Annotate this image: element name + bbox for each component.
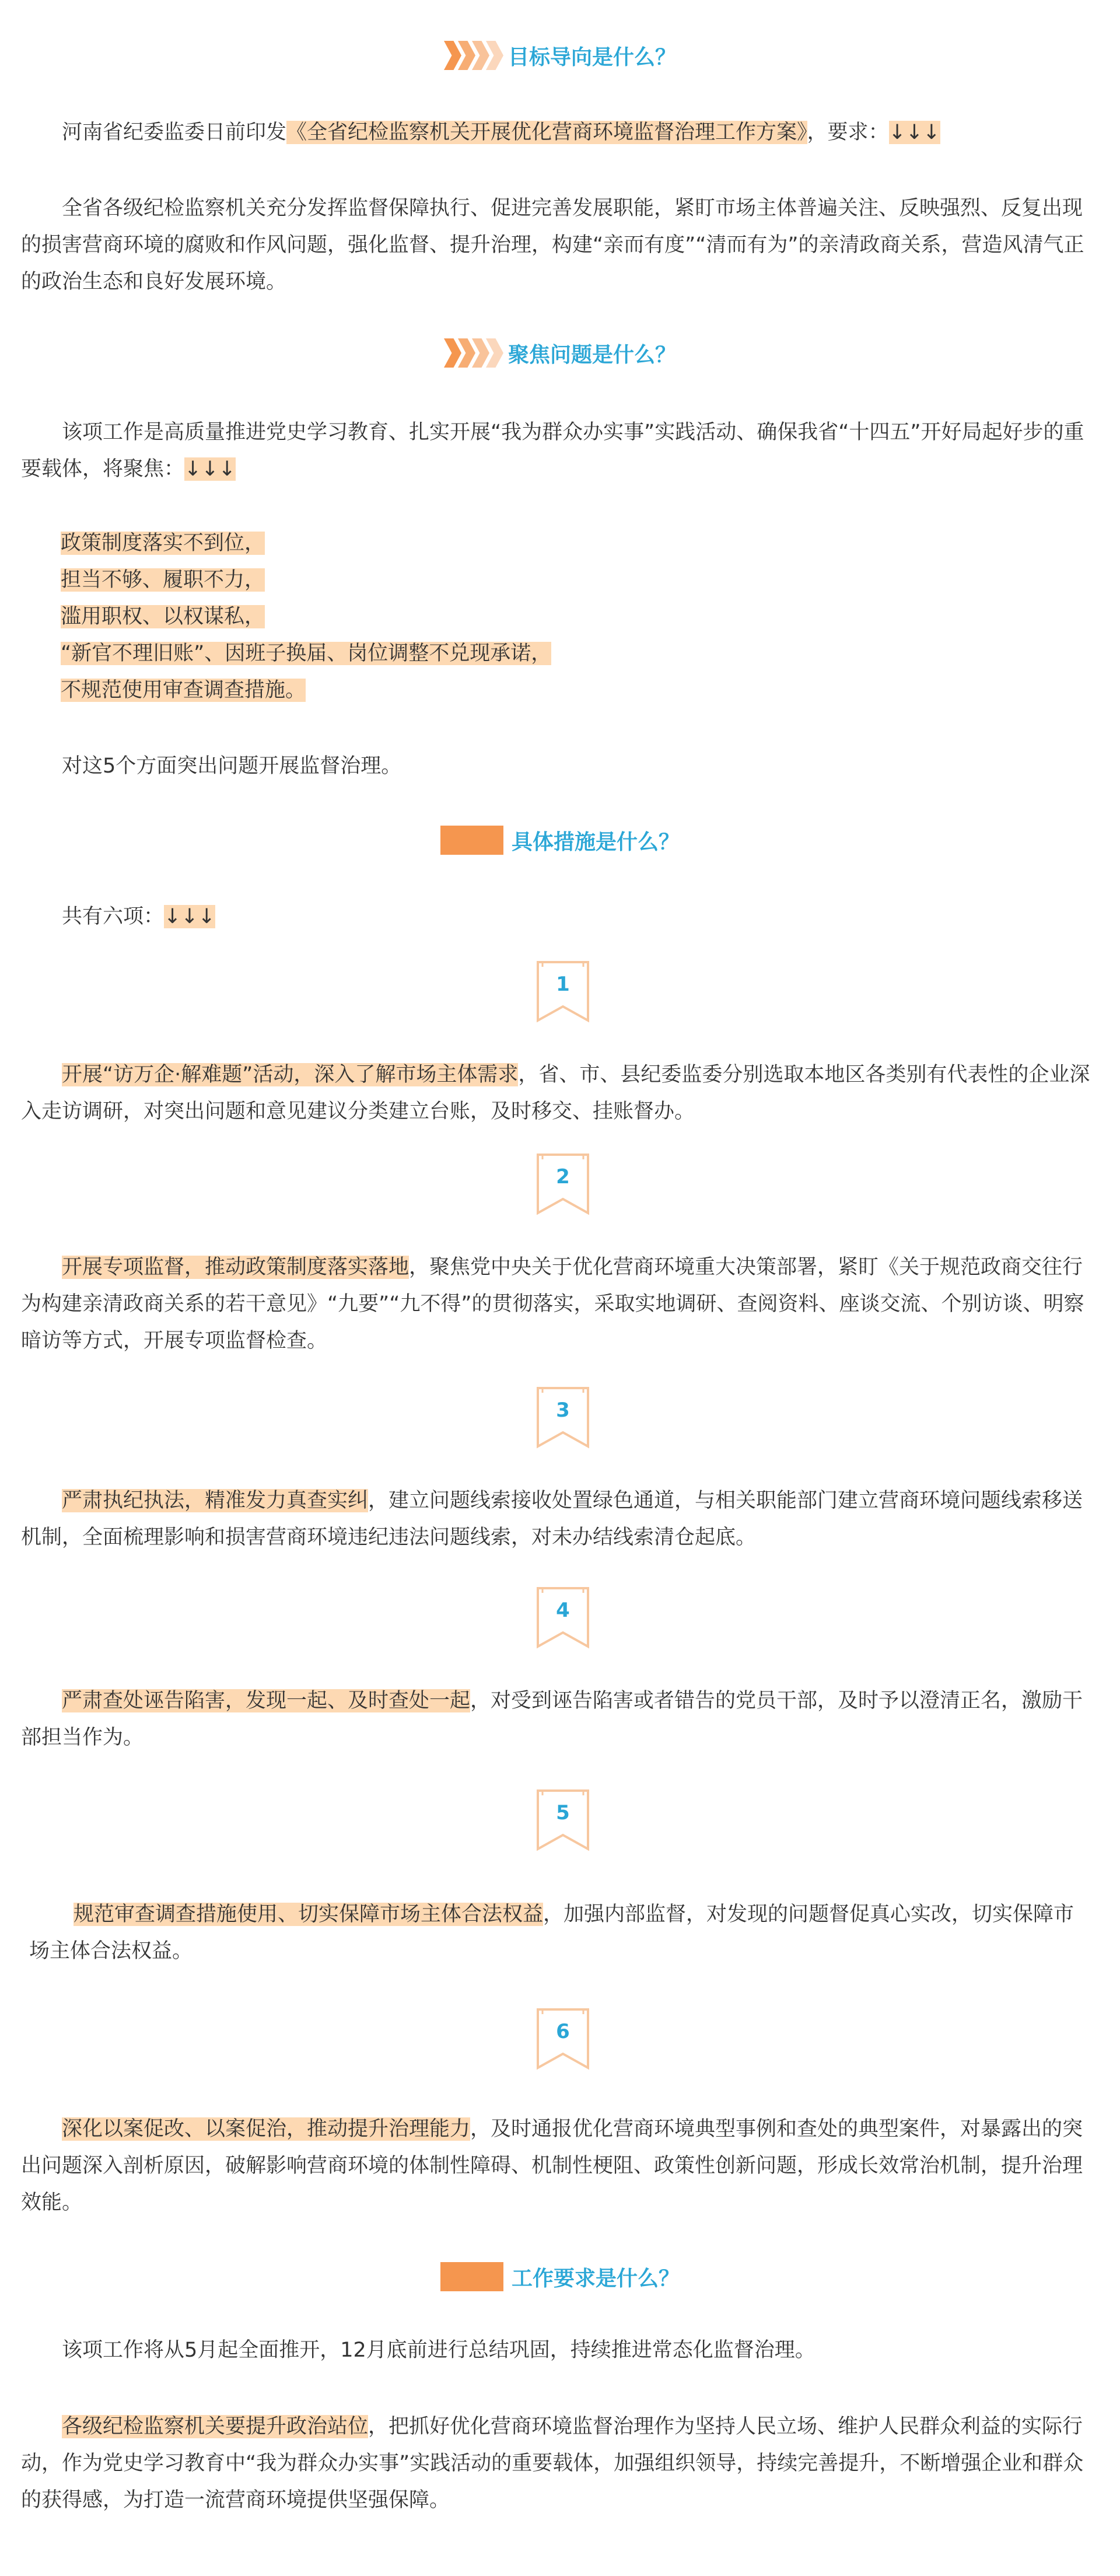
- measure-item: 深化以案促改、以案促治，推动提升治理能力，及时通报优化营商环境典型事例和查处的典型案件，对暴露出的突出问题深入剖析原因，破解影响营商环境的体制性障碍、机制性梗阻、政策性创新问题，形成长效常治机制，提升治理效能。: [21, 2117, 1083, 2214]
- section-heading-measures: [0, 820, 1120, 861]
- measure-item: 开展专项监督，推动政策制度落实落地，聚焦党中央关于优化营商环境重大决策部署，紧盯《关于规范政商交往行为构建亲清政商关系的若干意见》“九要”“九不得”的贯彻落实，采取实地调研、查阅资料、座谈交流、个别访谈、明察暗访等方式，开展专项监督检查。: [21, 1256, 1084, 1352]
- chevron-right-icon: [444, 41, 500, 70]
- bookmark-ribbon-icon: [536, 2007, 590, 2071]
- document-title-highlight: 《全省纪检监察机关开展优化营商环境监督治理工作方案》: [286, 121, 807, 144]
- section-title: 聚焦问题是什么？: [508, 342, 676, 367]
- bookmark-ribbon-icon: [536, 1788, 590, 1853]
- measure-number: 3: [556, 1399, 570, 1422]
- measure-number: 2: [556, 1165, 570, 1189]
- focus-issue-list: [61, 525, 994, 709]
- down-arrows: ↓↓↓: [164, 905, 215, 928]
- list-item: 政策制度落实不到位，: [61, 532, 265, 555]
- measure-number: 1: [556, 973, 570, 996]
- focus-summary: 对这5个方面突出问题开展监督治理。: [62, 754, 402, 778]
- focus-intro: 该项工作是高质量推进党史学习教育、扎实开展“我为群众办实事”实践活动、确保我省“十四五”开好局起好步的重要载体，将聚焦：↓↓↓: [21, 421, 1084, 481]
- orange-block-icon: [440, 826, 503, 855]
- list-item: “新官不理旧账”、因班子换届、岗位调整不兑现承诺，: [61, 642, 552, 665]
- measure-item: 开展“访万企·解难题”活动，深入了解市场主体需求，省、市、县纪委监委分别选取本地区各类别有代表性的企业深入走访调研，对突出问题和意见建议分类建立台账，及时移交、挂账督办。: [21, 1063, 1090, 1123]
- measure-item: 规范审查调查措施使用、切实保障市场主体合法权益，加强内部监督，对发现的问题督促真心实改，切实保障市场主体合法权益。: [29, 1903, 1074, 1963]
- section-heading-focus: [0, 333, 1120, 373]
- measure-number: 6: [556, 2020, 570, 2043]
- chevron-right-icon: [444, 338, 500, 368]
- orange-block-icon: [440, 2262, 503, 2291]
- measures-intro: 共有六项：↓↓↓: [62, 905, 215, 928]
- bookmark-ribbon-icon: [536, 960, 590, 1024]
- list-item: 不规范使用审查调查措施。: [61, 679, 306, 702]
- section-heading-requirements: [0, 2256, 1120, 2297]
- measure-number: 5: [556, 1801, 570, 1824]
- requirements-body: 各级纪检监察机关要提升政治站位，把抓好优化营商环境监督治理作为坚持人民立场、维护人民群众利益的实际行动，作为党史学习教育中“我为群众办实事”实践活动的重要载体，加强组织领导，持续完善提升，不断增强企业和群众的获得感，为打造一流营商环境提供坚强保障。: [21, 2415, 1084, 2512]
- goal-intro: 河南省纪委监委日前印发《全省纪检监察机关开展优化营商环境监督治理工作方案》，要求：↓↓↓: [62, 121, 940, 144]
- bookmark-ribbon-icon: [536, 1386, 590, 1450]
- list-item: 担当不够、履职不力，: [61, 568, 265, 592]
- measure-item: 严肃查处诬告陷害，发现一起、及时查处一起，对受到诬告陷害或者错告的党员干部，及时予以澄清正名，激励干部担当作为。: [21, 1689, 1083, 1749]
- list-item: 滥用职权、以权谋私，: [61, 605, 265, 628]
- down-arrows: ↓↓↓: [888, 121, 940, 144]
- section-title: 目标导向是什么？: [508, 45, 676, 69]
- bookmark-ribbon-icon: [536, 1152, 590, 1217]
- measure-number: 4: [556, 1599, 570, 1622]
- bookmark-ribbon-icon: [536, 1586, 590, 1650]
- section-title: 具体措施是什么？: [511, 830, 680, 854]
- section-heading-goal: [0, 35, 1120, 76]
- measure-item: 严肃执纪执法，精准发力真查实纠，建立问题线索接收处置绿色通道，与相关职能部门建立营商环境问题线索移送机制，全面梳理影响和损害营商环境违纪违法问题线索，对未办结线索清仓起底。: [21, 1489, 1083, 1549]
- section-title: 工作要求是什么？: [511, 2266, 680, 2291]
- goal-body: 全省各级纪检监察机关充分发挥监督保障执行、促进完善发展职能，紧盯市场主体普遍关注、反映强烈、反复出现的损害营商环境的腐败和作风问题，强化监督、提升治理，构建“亲而有度”“清而有为”的亲清政商关系，营造风清气正的政治生态和良好发展环境。: [21, 197, 1084, 293]
- requirements-timeline: 该项工作将从5月起全面推开，12月底前进行总结巩固，持续推进常态化监督治理。: [62, 2339, 816, 2362]
- down-arrows: ↓↓↓: [184, 457, 236, 481]
